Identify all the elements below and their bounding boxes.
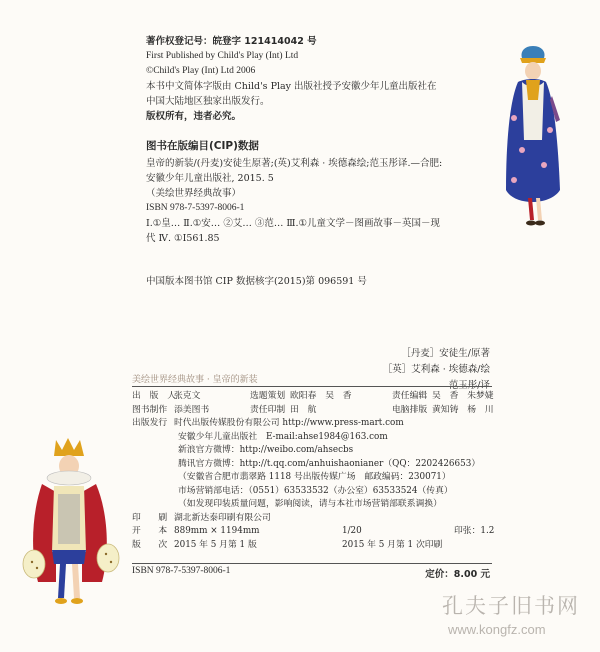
cip-title: 图书在版编目(CIP)数据 [146,140,259,152]
isbn-bottom: ISBN 978-7-5397-8006-1 [132,566,231,576]
info-row [132,471,512,485]
value: 张克文 [174,391,201,401]
divider [132,563,492,564]
cip-line: 皇帝的新装/(丹麦)安徒生原著;(英)艾利森 · 埃德森绘;范玉彤译.—合肥: [146,158,443,169]
label: 电脑排版 [392,404,428,415]
info-row-distribution [132,417,512,431]
contact-line: 安徽少年儿童出版社 E-mail:ahse1984@163.com [178,431,388,442]
first-published-line: First Published by Child's Play (Int) Ltd [146,51,299,61]
value: 添美图书 [174,404,210,415]
info-row-publisher [132,390,512,404]
contact-line: （安徽省合肥市翡翠路 1118 号出版传媒广场 邮政编码：230071） [178,472,451,482]
value: 黄知铸 杨 川 [432,404,494,415]
license-line-1: 本书中文简体字版由 Child's Play 出版社授予安徽少年儿童出版社在 [146,81,437,92]
value: 田 航 [290,404,317,415]
copyright-block [146,34,486,124]
label: 选题策划 [250,391,286,401]
rights-reserved: 版权所有，违者必究。 [146,111,242,122]
info-row-edition [132,539,512,553]
value: 1/20 [342,526,362,536]
copyright-registration: 著作权登记号：皖登字 121414042 号 [146,36,317,47]
label: 开 本 [132,526,168,536]
value: 吴 香 朱梦婕 [432,391,494,401]
label: 版 次 [132,539,168,550]
king-illustration-top [500,40,566,236]
watermark-url: www.kongfz.com [448,622,546,637]
copyright-c-line: ©Child's Play (Int) Ltd 2006 [146,66,256,76]
info-row-print [132,512,512,526]
watermark-text: 孔夫子旧书网 [442,594,580,618]
value: 时代出版传媒股份有限公司 http://www.press-mart.com [174,418,404,428]
value: 印张：1.2 [454,526,495,536]
license-line-2: 中国大陆地区独家出版发行。 [146,96,270,107]
info-row [132,485,512,499]
label: 责任印制 [250,404,286,415]
cip-line: 安徽少年儿童出版社, 2015. 5 [146,173,274,184]
cip-line: Ⅰ.①皇… Ⅱ.①安… ②艾… ③范… Ⅲ.①儿童文学－图画故事－英国－现 [146,218,441,229]
contact-line: 腾讯官方微博：http://t.qq.com/anhuishaonianer（QQ：2202426653） [178,458,481,469]
info-row [132,458,512,472]
value: 889mm × 1194mm [174,526,260,536]
series-banner: 美绘世界经典故事 · 皇帝的新装 [132,375,258,385]
label: 出 版 人 [132,391,176,401]
cip-line: （美绘世界经典故事） [146,188,242,199]
info-row [132,431,512,445]
king-illustration-bottom [22,432,122,608]
info-row [132,498,512,512]
divider [132,386,492,387]
cip-line: 代 Ⅳ. ①I561.85 [146,233,220,244]
info-row-format [132,525,512,539]
value: 湖北新达泰印刷有限公司 [174,512,271,523]
info-row [132,444,512,458]
cip-isbn: ISBN 978-7-5397-8006-1 [146,203,245,213]
info-row-design [132,404,512,418]
value: 2015 年 5 月第 1 版 [174,539,257,550]
value: 2015 年 5 月第 1 次印刷 [342,539,443,550]
credit-author: ［丹麦］安徒生/原著 [401,348,490,359]
label: 责任编辑 [392,391,428,401]
label: 图书制作 [132,404,168,415]
contact-line: （如发现印装质量问题，影响阅读，请与本社市场营销部联系调换） [178,499,442,509]
label: 出版发行 [132,418,168,428]
value: 欧阳春 吴 香 [290,391,352,401]
contact-line: 新浪官方微博：http://weibo.com/ahsecbs [178,445,354,455]
cip-number: 中国版本图书馆 CIP 数据核字(2015)第 096591 号 [146,276,367,287]
contact-line: 市场营销部电话：（0551）63533532（办公室）63533524（传真） [178,485,453,496]
credit-illustrator: ［英］艾利森 · 埃德森/绘 [382,364,490,375]
cip-block [146,156,486,246]
publication-info [132,390,512,552]
price: 定价：8.00 元 [425,569,490,580]
label: 印 刷 [132,512,168,523]
